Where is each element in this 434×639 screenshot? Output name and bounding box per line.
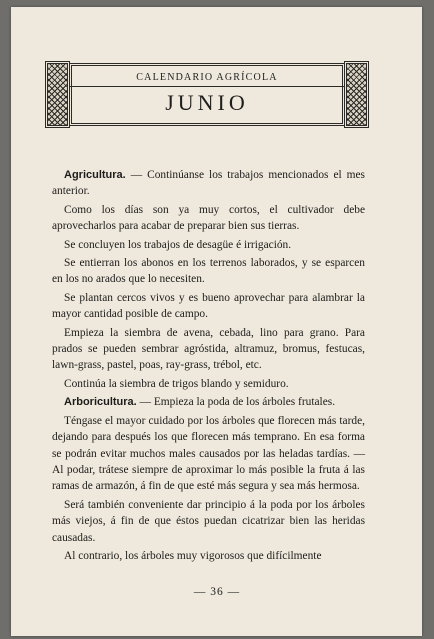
paragraph: Se plantan cercos vivos y es bueno aprovechar para alambrar la mayor cantidad posible de campo. (52, 291, 365, 321)
paragraph: Al contrario, los árboles muy vigorosos que difícilmente (64, 549, 322, 562)
paragraph: Téngase el mayor cuidado por los árboles que florecen más tarde, dejando para después los que florecen más temprano. En esa forma se podrán evitar muchos males causados por las heladas tardías. — Al podar, trátese siempre de aproximar lo más posible la fruta á las ramas de armazón, á fin de que esté más segura y sea más hermosa. (52, 414, 365, 493)
left-ornament (47, 63, 68, 126)
calendar-header (47, 63, 367, 130)
paragraph: Como los días son ya muy cortos, el cultivador debe aprovecharlos para acabar de preparar bien sus tierras. (52, 203, 365, 233)
header-divider (70, 86, 344, 87)
month-title: JUNIO (165, 90, 249, 115)
paragraph: Se entierran los abonos en los terrenos laborados, y se esparcen en los no arados que lo necesiten. (52, 257, 365, 286)
paragraph: Continúa la siembra de trigos blando y semiduro. (64, 377, 289, 390)
paragraph-text: — Empieza la poda de los árboles frutales. (136, 396, 336, 409)
header-frame (69, 63, 345, 126)
paragraph: Será también conveniente dar principio á la poda por los árboles más viejos, á fin de que éstos puedan cicatrizar bien las heridas causadas. (52, 498, 365, 544)
section-heading-agricultura: Agricultura. (64, 169, 126, 181)
paragraph-agricultura (52, 167, 365, 200)
paragraph-text: — Continúanse los trabajos mencionados el mes anterior. (52, 169, 365, 198)
paragraph-arboricultura (52, 394, 365, 410)
right-ornament (346, 63, 367, 126)
calendar-title: CALENDARIO AGRÍCOLA (136, 72, 278, 83)
paragraph: Se concluyen los trabajos de desagüe é irrigación. (64, 238, 292, 251)
page-body (52, 167, 365, 566)
paragraph: Empieza la siembra de avena, cebada, lino para grano. Para prados se pueden sembrar agróstida, altramuz, bromus, festucas, lawn-grass, pastel, poas, ray-grass, trébol, etc. (52, 326, 365, 372)
page-number: — 36 — (193, 586, 241, 598)
section-heading-arboricultura: Arboricultura. (64, 396, 137, 409)
